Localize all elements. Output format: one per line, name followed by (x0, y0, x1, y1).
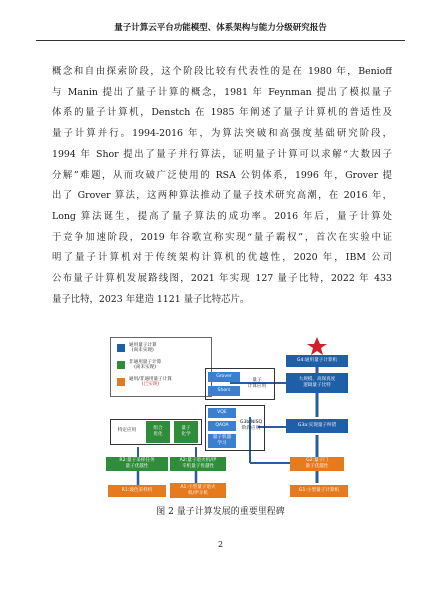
running-header (36, 18, 405, 41)
g1-box: G1:小型量子计算机 (290, 485, 348, 497)
r1-box: R1:玻色采样机 (108, 485, 166, 497)
g4-box: G4:通用量子计算机 (286, 355, 348, 367)
legend-item (117, 377, 172, 388)
body-line: 1994 年 Shor 提出了量子并行算法，证明量子计算可以求解“大数因子 (52, 148, 392, 160)
legend-sub: (尚未实现) (131, 348, 154, 354)
vqe-box: VQE (208, 408, 236, 418)
header-title: 量子计算云平台功能模型、体系架构与能力分级研究报告 (114, 23, 327, 33)
special-app-label: 特定应用 (117, 428, 137, 434)
body-paragraph (52, 62, 392, 310)
body-line: Long 算法诞生，提高了量子算法的成功率。2016 年后，量子计算处 (52, 210, 392, 222)
body-line: 量子比特，2023 年建造 1121 量子比特芯片。 (52, 293, 250, 305)
body-line: 概念和自由探索阶段，这个阶段比较有代表性的是在 1980 年，Benioff (52, 66, 392, 77)
grover-box: Grover (208, 372, 240, 382)
body-line: 于竞争加速阶段，2019 年谷歌宣称实现“量子霸权”，首次在实验中证 (52, 231, 392, 243)
legend-item (117, 360, 161, 371)
legend-item (117, 343, 157, 354)
body-line: 公布量子计算机发展路线图，2021 年实现 127 量子比特，2022 年 433 (52, 273, 392, 285)
body-line: 出了 Grover 算法，这两种算法推动了量子技术研究高潮，在 2016 年， (52, 190, 392, 202)
qaoa-box: QAOA (208, 421, 236, 431)
body-line: 量子计算并行。1994-2016 年，为算法突破和高强度基础研究阶段， (52, 128, 392, 140)
legend-sub: (尚未实现) (134, 365, 157, 371)
figure-caption: 图 2 量子计算发展的重要里程碑 (156, 507, 285, 517)
a1-box: A1:小型量子退火 机/伊辛机 (170, 483, 226, 498)
g4-sub-box: 大规模、高保真度 逻辑量子比特 (286, 373, 348, 393)
legend-swatch (117, 361, 125, 369)
milestone-diagram (100, 335, 350, 498)
a2-box: A2:量子退火机/伊 辛机量子优越性 (170, 457, 226, 471)
g3a-box: G3a:实现量子纠错 (286, 419, 348, 433)
q-chem-box: 量子 化学 (174, 421, 198, 443)
legend-label: 非通用量子计算 (129, 360, 162, 365)
legend-label: 通用/非通用量子计算 (129, 377, 172, 382)
diagram-legend (110, 337, 212, 397)
qml-box: 量子机器 学习 (208, 434, 236, 448)
body-line: 体系的量子计算机，Denstch 在 1985 年阐述了量子计算机的普适性及 (52, 107, 392, 119)
r2-box: R2:量子采样任务 量子优越性 (106, 457, 168, 471)
page-number: 2 (217, 540, 224, 549)
body-line: 明了量子计算机对于传统架构计算机的优越性，2020 年，IBM 公司 (52, 252, 392, 264)
body-line: 分解”难题，从而攻破广泛使用的 RSA 公钥体系，1996 年，Grover 提 (52, 169, 392, 181)
g3b-label: G3b:NISQ 阶段应用 (239, 420, 263, 431)
g2-box: G2:量子门 量子优越性 (290, 457, 344, 471)
shors-box: Shors (208, 386, 240, 396)
legend-swatch (117, 344, 125, 352)
legend-sub: (已实现) (141, 382, 160, 388)
legend-label: 通用量子计算 (129, 343, 157, 348)
legend-swatch (117, 378, 125, 386)
quantum-app-label: 量子 计算应用 (247, 378, 267, 389)
body-line: 与 Manin 提出了量子计算的概念，1981 年 Feynman 提出了模拟量子 (52, 86, 392, 98)
comb-opt-box: 组合 优化 (146, 421, 170, 443)
star-icon (307, 337, 327, 355)
